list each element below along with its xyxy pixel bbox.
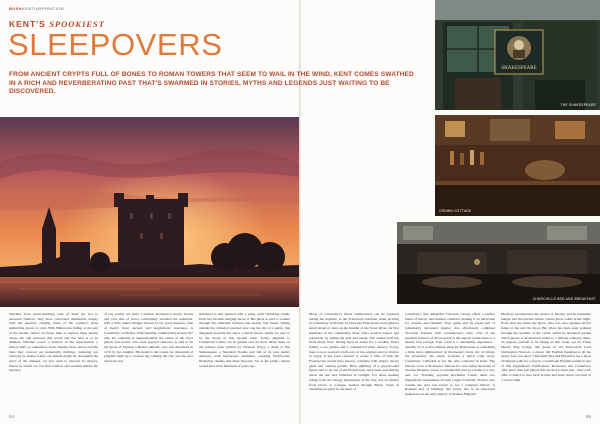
photo-the-shakespeare (435, 0, 600, 110)
bar-interior-illustration (435, 115, 600, 216)
page-number-right: 65 (585, 414, 591, 419)
standfirst: FROM ANCIENT CRYPTS FULL OF BONES TO ROMAN TOWERS THAT SEEM TO WAIL IN THE WIND, KENT COMES SWATHED IN A RICH AND REVERBERATING PAST THAT'S SWARMED IN STORIES, MYTHS AND LEGENDS JUST WAITING TO BE DISCOVERED. (9, 71, 414, 96)
caption-booth: CHURCHILLS BED AND BREAKFAST (532, 297, 596, 301)
body-column-3: murdered is still marked with a plain, unlit flickering candle from two months banging above it. His ghost is said to wander through the cathedral cloisters and nearby Sun Street. Sitting outside the cathedral precinct near one the site of a pump, this disguised wayside inn and a cocktail haven, which are sure to be the blood of this ancient saint. Today, pilgrims to Canterbury's ruins can be guided and are most likely there on the famous tales written by Chaucer. Enjoy a drink at The Shakespeare, a Shepherd Neame pub full of its own quirky antiques, with mysterious chambers, creaking floorboards, flickering candles and Kent flavours. Set in the plains, ghosts would have their hundreds of years ago. (199, 312, 290, 368)
body-column-5: Canterbury, this delightful Victorian cottage offers a perfect blend of history and modern comforts, making it an ideal base for couples and families. Your guide and its expert full of remarkably decorated interior that effortlessly combines Victorian features with contemporary style. One of the standout features of the property is the superb connections to a nearby true cottage. Your voted it a remarkable experience - whether it's a twelve minute ideal for Halloween or something a little more lighthearted. In Rochester's more dry of things, the proprietor, the Ghost provides a quick walk away. Canterbury Cathedral is not the only cathedral in Kent. The historic town of Rochester, famous for once being the home of Charles Dickens, boasts a considerable past as a home to a war, and, too. Standing opposite Rochester Castle, these two magnificent monuments sit with a sight to behold. Visitors who wander the area can expect to see a complete history of Romans and of building, this priory lies of an important seamstress in the early history of Roman England. (405, 312, 495, 396)
pub-sign-text: SHAKESPEARE (501, 66, 537, 71)
kicker: KENT'S SPOOKIEST (9, 19, 105, 29)
caption-pub: THE SHAKESPEARE (560, 103, 596, 107)
page-number-left: 64 (9, 414, 15, 419)
pub-facade-illustration (435, 0, 600, 110)
body-column-6: Medway encompasses the stories of Moody and an insatiable hunger and the lawless inside, whose ghost walks in the night. Even after the battle the ghost, who was once pushed off her father to die and the moat, Her ghost has been seen walking through the gardens of the castle. Amid its shattered garden which guests of Rochester's brand to a famous walkway there. To prepare yourself to be taking on this castle, opt for Three Ducks' Ship Lodge, this grade of old Tudor-style Lord Christopher Stewart, a classic full English breakfast is all the hearty fare you need. Churchills Bed and Breakfast are a short 10 minute walk for a stay in a traditional English setting in any of this magnificent fortification. Rochester and Canterbury offer more than just ghosts that are tied to their past - they each offer a chance to step back in time and learn about old tales of a slower time. (501, 312, 591, 382)
right-page (301, 0, 600, 424)
caption-bar: CROWN COTTAGE (439, 209, 472, 213)
body-column-1: Whether from urban-dwelling tales of Kent are lost to ancestral folklore, they have concerned themselves deeply with the spectral, ranging some of the country's most enthralling places to visit. With Halloween falling at the end of the month, there's no better time to explore these haunts where the veil between this world and the next is at its thinnest. Whether you're a believer in the supernatural, a history buff, or somewhere in the middle, these places and the tales they conceal are undeniably thrilling, capturing our curiosity no matter where our beliefs might lie. Alongside the story of the unusual, we also seek to uncover its history. Places in which we can find comfort and warmth amidst the mystery. (9, 312, 98, 373)
photo-crown-cottage (435, 115, 600, 216)
booth-interior-illustration (397, 222, 600, 304)
page-title: SLEEPOVERS (8, 27, 223, 62)
left-page (0, 0, 299, 424)
running-header: BUSHKENTINSPIRATION (9, 6, 64, 11)
photo-churchills-bnb (397, 222, 600, 304)
hero-photo-rochester-castle (0, 117, 299, 307)
body-column-2: of our county are eerie. Castillon Rochester's dreary streets and cave side of terror comfortably revealed the solutions, with a little added intrigue thrown in for good measure. One of Kent's most ancient and magnificent structures is Canterbury Cathedral. With building commencing around 597 AD, the cathedral is unquestionably the centre of the city's ghosts and stories. One such spectral character is said to be the ghost of Thomas a Becket himself, who was murdered in 1170 by two knights. His death is the reason for thousands of pilgrims right up to present day visiting the city, and the spot where he was (104, 312, 193, 364)
body-column-4: Many of Canterbury's finest architectures can be explored during the daytime, at the Franciscan Gardens. After arriving in Canterbury from Italy in 1224, the Franciscans were gifted a small island of land on the middle of the Stour River. Its first members of the community, these friars needed respect and popularity by aiding the sick and needy. The quieter half has lived many lives, having been an estate for a wealthy Tudor family, a tea garden and a commercial plant nursery. Today, there is now restored a half-acre of the original site for visitors to enjoy, it has been restored to evoke a time of both the Franciscans would have known, complete with chapel, cherry garth and visiting garden. Here sightings of a grey-hooded figure said to be one of the Franciscans, have been seen flitting about the site and cathedral in twilight. For those seeking refuge from the energy happenings of the city, rest on further from Dover at Cottage, nestled through Blean, Stour. A charming property in the heart of (309, 312, 399, 392)
sunset-castle-illustration (0, 117, 299, 307)
